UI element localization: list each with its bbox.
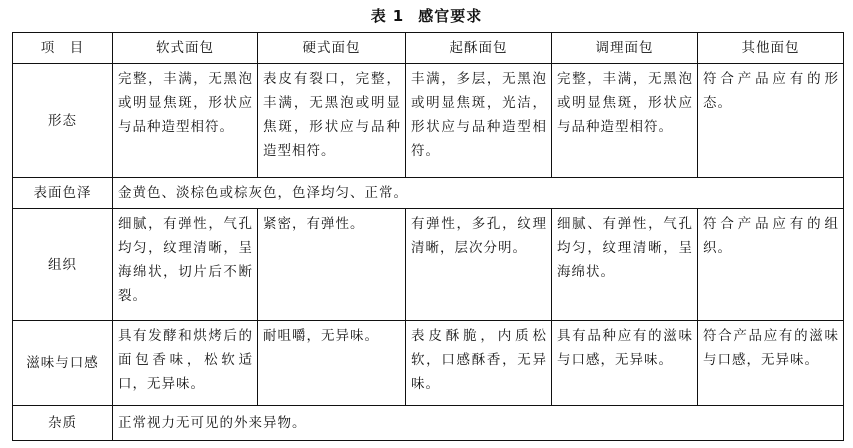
table-row — [13, 209, 844, 321]
header-item: 项 目 — [13, 33, 113, 64]
table-cell: 具有品种应有的滋味与口感，无异味。 — [552, 321, 698, 406]
table-row — [13, 178, 844, 209]
header-other-bread: 其他面包 — [698, 33, 844, 64]
table-label: 表 — [370, 7, 387, 25]
table-cell: 有弹性，多孔，纹理清晰，层次分明。 — [406, 209, 552, 321]
row-label: 滋味与口感 — [13, 321, 113, 406]
table-row — [13, 406, 844, 441]
table-cell: 符合产品应有的形态。 — [698, 64, 844, 178]
table-cell: 具有发酵和烘烤后的面包香味，松软适口，无异味。 — [113, 321, 258, 406]
row-label: 组织 — [13, 209, 113, 321]
table-cell: 细腻、有弹性，气孔均匀，纹理清晰，呈海绵状。 — [552, 209, 698, 321]
row-label: 杂质 — [13, 406, 113, 441]
table-title — [0, 5, 853, 26]
table-row — [13, 64, 844, 178]
header-soft-bread: 软式面包 — [113, 33, 258, 64]
table-cell: 完整，丰满，无黑泡或明显焦斑，形状应与品种造型相符。 — [552, 64, 698, 178]
row-label: 形态 — [13, 64, 113, 178]
row-label: 表面色泽 — [13, 178, 113, 209]
table-cell: 符合产品应有的组织。 — [698, 209, 844, 321]
table-cell: 紧密，有弹性。 — [258, 209, 406, 321]
table-cell-merged: 金黄色、淡棕色或棕灰色，色泽均匀、正常。 — [113, 178, 844, 209]
header-row — [13, 33, 844, 64]
table-caption: 感官要求 — [418, 7, 483, 25]
header-puff-bread: 起酥面包 — [406, 33, 552, 64]
table-cell: 符合产品应有的滋味与口感，无异味。 — [698, 321, 844, 406]
table-cell: 表皮酥脆，内质松软，口感酥香，无异味。 — [406, 321, 552, 406]
header-hard-bread: 硬式面包 — [258, 33, 406, 64]
sensory-requirements-table — [12, 32, 844, 441]
table-cell: 耐咀嚼，无异味。 — [258, 321, 406, 406]
header-prepared-bread: 调理面包 — [552, 33, 698, 64]
table-cell: 细腻，有弹性，气孔均匀，纹理清晰，呈海绵状，切片后不断裂。 — [113, 209, 258, 321]
table-cell: 完整，丰满，无黑泡或明显焦斑，形状应与品种造型相符。 — [113, 64, 258, 178]
table-cell-merged: 正常视力无可见的外来异物。 — [113, 406, 844, 441]
table-cell: 丰满，多层，无黑泡或明显焦斑，光洁，形状应与品种造型相符。 — [406, 64, 552, 178]
table-row — [13, 321, 844, 406]
table-cell: 表皮有裂口，完整，丰满，无黑泡或明显焦斑，形状应与品种造型相符。 — [258, 64, 406, 178]
table-number: 1 — [392, 7, 405, 25]
